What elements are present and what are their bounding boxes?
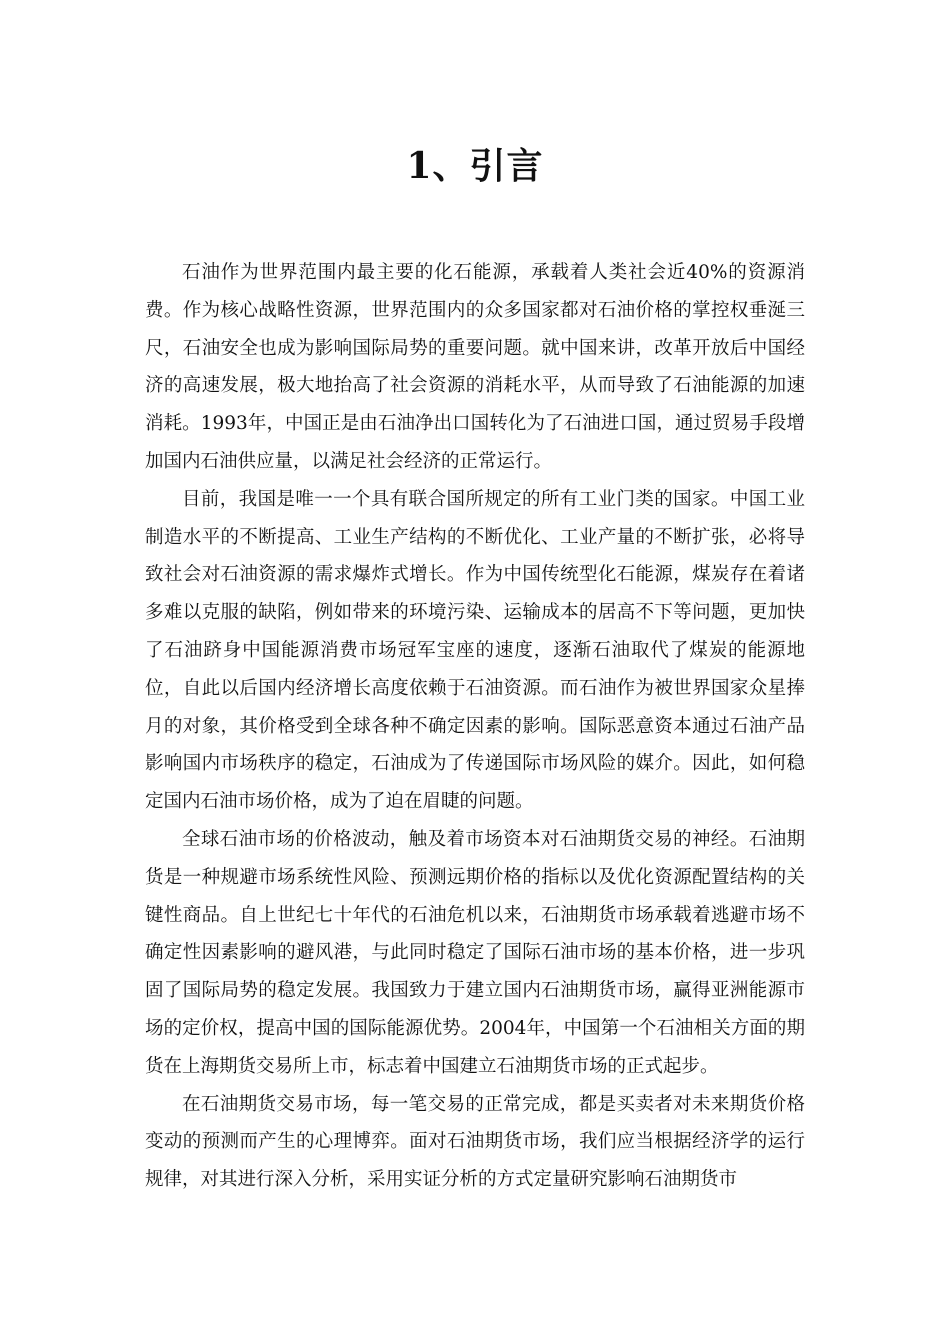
body-text — [145, 254, 805, 1199]
section-title: 1、引言 — [406, 145, 544, 188]
paragraph-4: 在石油期货交易市场，每一笔交易的正常完成，都是买卖者对未来期货价格变动的预测而产生的心理博弈。面对石油期货市场，我们应当根据经济学的运行规律，对其进行深入分析，采用实证分析的方式定量研究影响石油期货市 — [145, 1093, 805, 1191]
paragraph-3: 全球石油市场的价格波动，触及着市场资本对石油期货交易的神经。石油期货是一种规避市场系统性风险、预测远期价格的指标以及优化资源配置结构的关键性商品。自上世纪七十年代的石油危机以来，石油期货市场承载着逃避市场不确定性因素影响的避风港，与此同时稳定了国际石油市场的基本价格，进一步巩固了国际局势的稳定发展。我国致力于建立国内石油期货市场，赢得亚洲能源市场的定价权，提高中国的国际能源优势。2004年，中国第一个石油相关方面的期货在上海期货交易所上市，标志着中国建立石油期货市场的正式起步。 — [145, 828, 805, 1077]
paragraph-2: 目前，我国是唯一一个具有联合国所规定的所有工业门类的国家。中国工业制造水平的不断提高、工业生产结构的不断优化、工业产量的不断扩张，必将导致社会对石油资源的需求爆炸式增长。作为中国传统型化石能源，煤炭存在着诸多难以克服的缺陷，例如带来的环境污染、运输成本的居高不下等问题，更加快了石油跻身中国能源消费市场冠军宝座的速度，逐渐石油取代了煤炭的能源地位，自此以后国内经济增长高度依赖于石油资源。而石油作为被世界国家众星捧月的对象，其价格受到全球各种不确定因素的影响。国际恶意资本通过石油产品影响国内市场秩序的稳定，石油成为了传递国际市场风险的媒介。因此，如何稳定国内石油市场价格，成为了迫在眉睫的问题。 — [145, 488, 805, 813]
paragraph-1: 石油作为世界范围内最主要的化石能源，承载着人类社会近40%的资源消费。作为核心战略性资源，世界范围内的众多国家都对石油价格的掌控权垂涎三尺，石油安全也成为影响国际局势的重要问题。就中国来讲，改革开放后中国经济的高速发展，极大地抬高了社会资源的消耗水平，从而导致了石油能源的加速消耗。1993年，中国正是由石油净出口国转化为了石油进口国，通过贸易手段增加国内石油供应量，以满足社会经济的正常运行。 — [145, 262, 805, 472]
